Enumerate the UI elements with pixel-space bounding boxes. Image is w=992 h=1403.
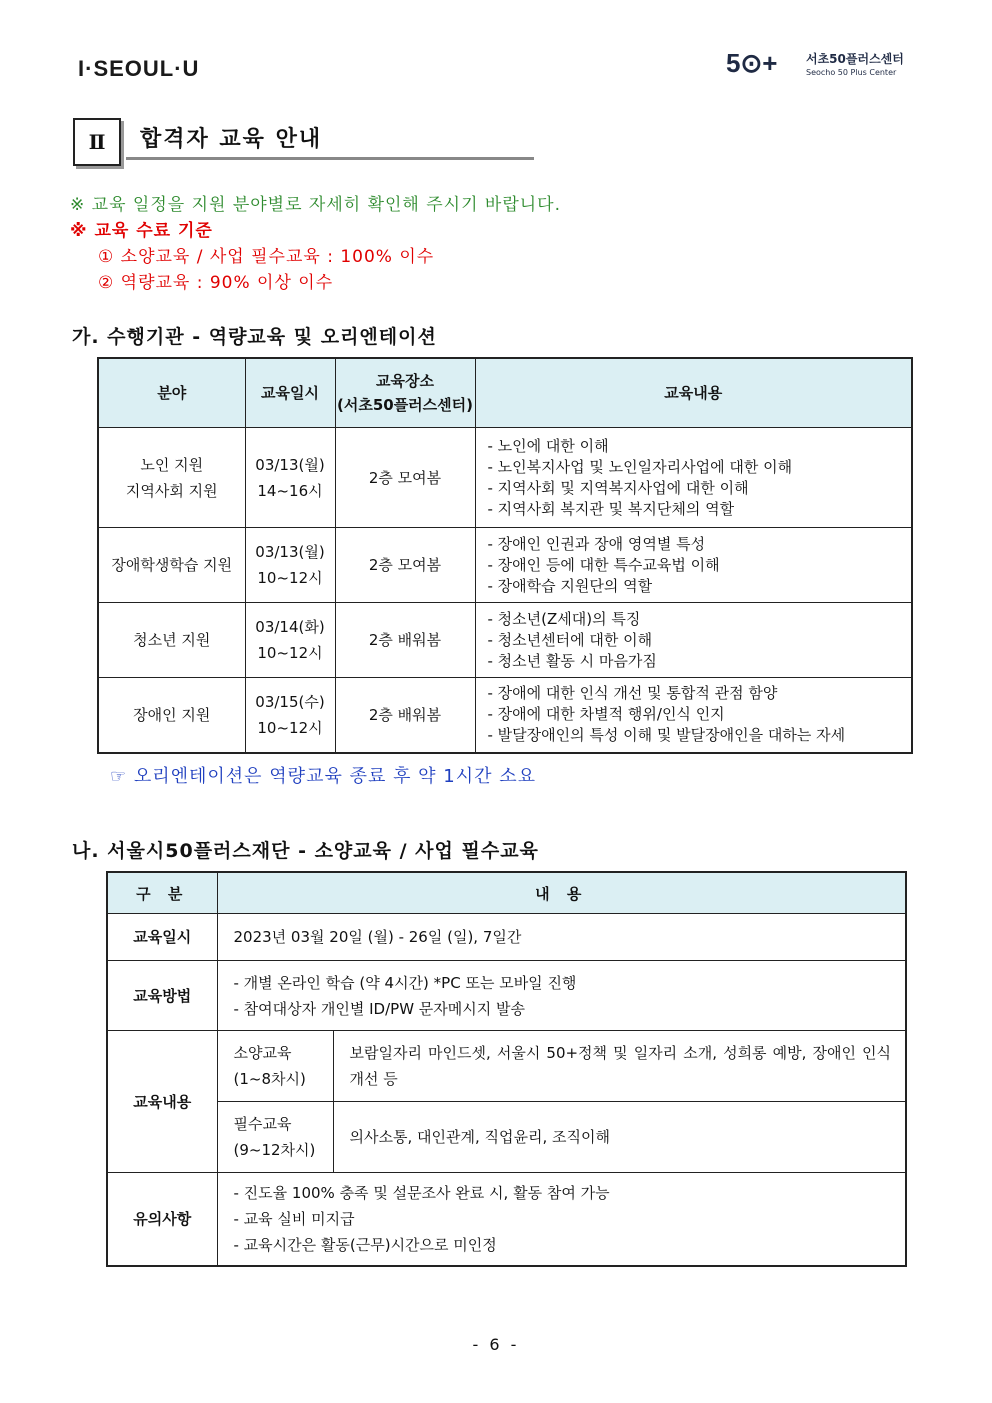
datetime-cell [245,678,335,753]
table-row [107,1102,906,1173]
list-item: - 지역사회 복지관 및 복지단체의 역할 [487,499,735,518]
sub-label-line: (1~8차시) [233,1070,306,1088]
field-cell: 장애학생학습 지원 [98,528,245,603]
list-item: - 진도율 100% 충족 및 설문조사 완료 시, 활동 참여 가능 [233,1183,610,1202]
list-item: - 청소년 활동 시 마음가짐 [487,651,657,670]
list-item: - 장애학습 지원단의 역할 [487,576,653,595]
row-value: 의사소통, 대인관계, 직업윤리, 조직이해 [333,1102,906,1173]
list-item: - 청소년(Z세대)의 특징 [487,609,641,628]
list-item: - 장애인 등에 대한 특수교육법 이해 [487,555,720,574]
place-cell: 2층 모여봄 [335,428,475,528]
seocho50-logo-english: Seocho 50 Plus Center [806,68,897,77]
list-item: - 노인복지사업 및 노인일자리사업에 대한 이해 [487,457,793,476]
list-item: - 교육시간은 활동(근무)시간으로 미인정 [233,1235,497,1254]
part-b-title: 나. 서울시50플러스재단 - 소양교육 / 사업 필수교육 [72,840,539,862]
table-row [107,1173,906,1266]
criteria-item-2: ② 역량교육 : 90% 이상 이수 [98,273,334,293]
row-value: 2023년 03월 20일 (월) - 26일 (일), 7일간 [217,914,906,961]
datetime-cell [245,603,335,678]
table-row [107,1031,906,1102]
place-cell: 2층 배워봄 [335,603,475,678]
table-row [107,961,906,1031]
content-cell [475,603,912,678]
header-field: 분야 [98,358,245,428]
date: 03/14(화) [255,618,325,636]
row-value [217,1173,906,1266]
seocho50-logo-name: 서초50플러스센터 [806,52,904,66]
list-item: - 지역사회 및 지역복지사업에 대한 이해 [487,478,749,497]
table-row [107,914,906,961]
sub-label-line: 소양교육 [233,1044,292,1062]
table-header-row [107,872,906,914]
sub-label [217,1031,333,1102]
row-label: 교육내용 [107,1031,217,1173]
list-item: - 청소년센터에 대한 이해 [487,630,653,649]
header-place-line1: 교육장소 [376,372,434,390]
datetime-cell [245,428,335,528]
table-row [98,528,912,603]
content-cell [475,678,912,753]
row-label: 유의사항 [107,1173,217,1266]
header-category: 구 분 [107,872,217,914]
sub-label [217,1102,333,1173]
iseoulu-logo: I·SEOUL·U [78,56,200,81]
orientation-note: ☞ 오리엔테이션은 역량교육 종료 후 약 1시간 소요 [110,766,537,787]
list-item: - 개별 온라인 학습 (약 4시간) *PC 또는 모바일 진행 [233,973,577,992]
competency-training-table [97,357,913,754]
field-cell [98,428,245,528]
section-number: Ⅱ [73,118,121,166]
table-row [98,428,912,528]
datetime-cell [245,528,335,603]
header-datetime: 교육일시 [245,358,335,428]
place-cell: 2층 배워봄 [335,678,475,753]
sub-label-line: (9~12차시) [233,1141,316,1159]
header-place [335,358,475,428]
field-cell: 장애인 지원 [98,678,245,753]
field-cell: 청소년 지원 [98,603,245,678]
part-a-title: 가. 수행기관 - 역량교육 및 오리엔테이션 [72,326,437,348]
field-line: 지역사회 지원 [125,481,218,500]
field-line: 노인 지원 [140,455,204,474]
table-row [98,678,912,753]
list-item: - 발달장애인의 특성 이해 및 발달장애인을 대하는 자세 [487,726,846,745]
row-label: 교육방법 [107,961,217,1031]
time: 14~16시 [257,481,323,500]
section-title: 합격자 교육 안내 [126,120,534,160]
time: 10~12시 [257,718,323,737]
date: 03/15(수) [255,692,325,711]
content-cell [475,428,912,528]
page-number: - 6 - [472,1335,520,1354]
content-cell [475,528,912,603]
list-item: - 교육 실비 미지급 [233,1209,355,1228]
list-item: - 참여대상자 개인별 ID/PW 문자메시지 발송 [233,999,526,1018]
place-cell: 2층 모여봄 [335,528,475,603]
table-header-row [98,358,912,428]
criteria-item-1: ① 소양교육 / 사업 필수교육 : 100% 이수 [98,247,435,267]
list-item: - 장애인 인권과 장애 영역별 특성 [487,534,706,553]
date: 03/13(월) [255,455,325,474]
sub-label-line: 필수교육 [233,1115,292,1133]
time: 10~12시 [257,569,323,587]
header-details: 내 용 [217,872,906,914]
criteria-title: ※ 교육 수료 기준 [70,221,213,241]
foundation-training-table [106,871,907,1267]
header-place-line2: (서초50플러스센터) [336,396,474,414]
schedule-note: ※ 교육 일정을 지원 분야별로 자세히 확인해 주시기 바랍니다. [70,195,562,215]
seocho50-logo [726,44,926,84]
header-content: 교육내용 [475,358,912,428]
list-item: - 장애에 대한 차별적 행위/인식 인지 [487,705,725,724]
time: 10~12시 [257,644,323,662]
date: 03/13(월) [255,543,325,561]
list-item: - 장애에 대한 인식 개선 및 통합적 관점 함양 [487,684,778,703]
seocho50-logo-mark: 5⊙+ [726,48,778,78]
row-value: 보람일자리 마인드셋, 서울시 50+정책 및 일자리 소개, 성희롱 예방, 장애인 인식개선 등 [333,1031,906,1102]
list-item: - 노인에 대한 이해 [487,436,609,455]
table-row [98,603,912,678]
row-label: 교육일시 [107,914,217,961]
row-value [217,961,906,1031]
